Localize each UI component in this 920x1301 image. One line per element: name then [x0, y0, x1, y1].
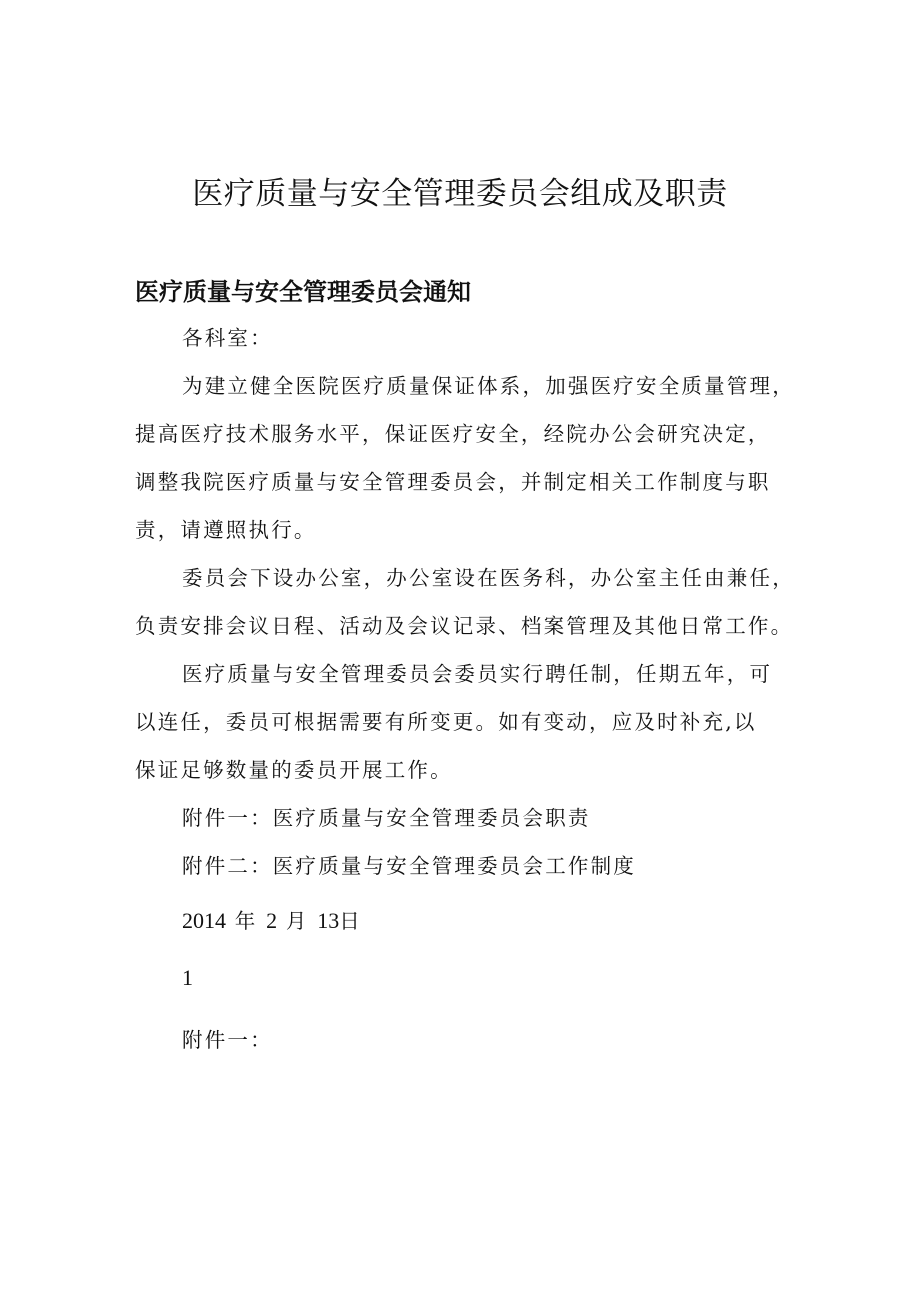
- paragraph-3-line-3: 保证足够数量的委员开展工作。: [135, 758, 453, 782]
- date-year-unit: 年: [234, 909, 258, 933]
- date-month: 2: [266, 908, 278, 933]
- paragraph-1-line-1: 为建立健全医院医疗质量保证体系，加强医疗安全质量管理，: [182, 374, 795, 398]
- paragraph-1-line-2: 提高医疗技术服务水平，保证医疗安全，经院办公会研究决定，: [135, 422, 771, 446]
- document-title: 医疗质量与安全管理委员会组成及职责: [192, 176, 728, 212]
- paragraph-2-line-2: 负责安排会议日程、活动及会议记录、档案管理及其他日常工作。: [135, 614, 794, 638]
- paragraph-3-line-1: 医疗质量与安全管理委员会委员实行聘任制，任期五年，可: [182, 662, 773, 686]
- date-day-unit: 日: [339, 909, 362, 933]
- date-day: 13: [317, 908, 340, 933]
- page-number: 1: [182, 965, 193, 990]
- date-year: 2014: [182, 908, 226, 933]
- salutation: 各科室：: [182, 326, 273, 350]
- paragraph-3-line-2: 以连任，委员可根据需要有所变更。如有变动，应及时补充,以: [135, 710, 757, 734]
- attachment-1-reference: 附件一：医疗质量与安全管理委员会职责: [182, 806, 591, 830]
- paragraph-1-line-3: 调整我院医疗质量与安全管理委员会，并制定相关工作制度与职: [135, 470, 771, 494]
- paragraph-1-line-4: 责，请遵照执行。: [135, 518, 317, 542]
- attachment-2-reference: 附件二：医疗质量与安全管理委员会工作制度: [182, 854, 636, 878]
- attachment-heading: 附件一：: [182, 1028, 273, 1052]
- date-month-unit: 月: [285, 909, 309, 933]
- paragraph-2-line-1: 委员会下设办公室，办公室设在医务科，办公室主任由兼任，: [182, 566, 795, 590]
- section-title: 医疗质量与安全管理委员会通知: [135, 278, 471, 306]
- document-date: [182, 908, 362, 934]
